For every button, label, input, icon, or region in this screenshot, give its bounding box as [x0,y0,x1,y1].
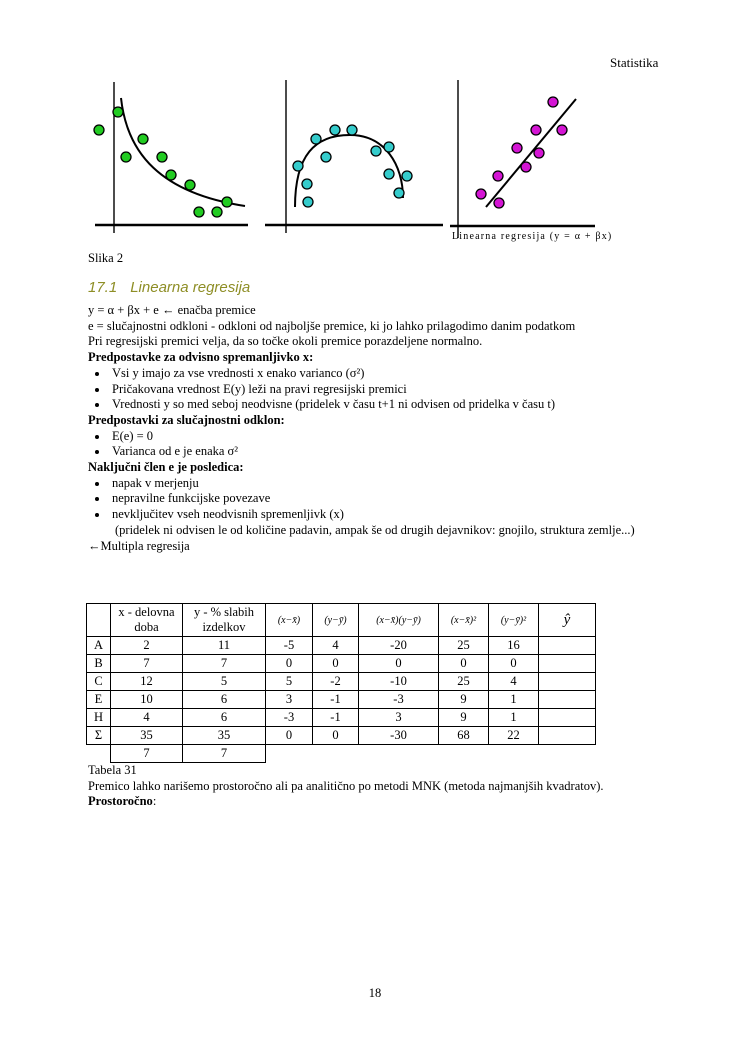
section-heading [88,279,250,296]
column-header: ŷ [539,604,596,637]
table-cell [539,709,596,727]
table-cell: 12 [111,673,183,691]
table-cell: 35 [111,727,183,745]
table-cell: 5 [266,673,313,691]
list-item: • Varianca od e je enaka σ² [109,444,670,460]
fit-curve [486,99,576,207]
list-item: • Pričakovana vrednost E(y) leži na pravi regresijski premici [109,382,670,398]
row-label: Σ [87,727,111,745]
scatter-plot-linear [445,60,640,242]
fit-curve [121,98,245,206]
prostorocno-word: Prostoročno [88,794,153,809]
bullet-list [88,476,670,523]
table-row [87,691,596,709]
data-point [293,161,303,171]
data-point [138,134,148,144]
table-row [87,655,596,673]
data-point [371,146,381,156]
table-cell: 4 [313,637,359,655]
text-line [88,794,688,810]
column-header [87,604,111,637]
data-point [302,179,312,189]
column-header: x - delovna doba [111,604,183,637]
column-header: (y−ȳ) [313,604,359,637]
bullet-list [88,429,670,460]
data-point [384,169,394,179]
table-cell: 22 [489,727,539,745]
scatter-plot-decreasing [85,68,260,243]
formula-line: y = α + βx + e ← enačba premice [88,303,256,317]
data-point [321,152,331,162]
page-number: 18 [368,986,382,1000]
table-cell: 0 [489,655,539,673]
data-point [494,198,504,208]
column-header: (y−ȳ)² [489,604,539,637]
table-cell: -3 [359,691,439,709]
bullet-list [88,366,670,413]
table-cell: 25 [439,637,489,655]
table-cell: 6 [183,709,266,727]
means-row [87,745,596,763]
column-header: y - % slabih izdelkov [183,604,266,637]
table-cell: 9 [439,709,489,727]
indented-note: (pridelek ni odvisen le od količine padavin, ampak še od drugih dejavnikov: gnojilo, struktura zemlje...) [115,522,635,537]
table-cell: 0 [313,655,359,673]
data-point [222,197,232,207]
table-cell: 0 [439,655,489,673]
table-cell: 7 [183,745,266,763]
table-cell: -5 [266,637,313,655]
table-cell: 25 [439,673,489,691]
empty-cell [266,745,596,763]
data-point [512,143,522,153]
data-point [94,125,104,135]
scatter-plot-arch [260,60,445,240]
table-cell: 3 [359,709,439,727]
column-header: (x−x̄)(y−ȳ) [359,604,439,637]
table-row [87,727,596,745]
table-cell: 4 [111,709,183,727]
data-point [394,188,404,198]
multipla-note: ←Multipla regresija [88,538,190,553]
data-point [402,171,412,181]
data-point [347,125,357,135]
column-header: (x−x̄) [266,604,313,637]
table-cell: 7 [111,745,183,763]
running-header: Statistika [610,55,659,70]
section-title: Linearna regresija [130,279,251,296]
row-label: A [87,637,111,655]
table-cell: -1 [313,691,359,709]
table-cell: 0 [359,655,439,673]
table-cell: 0 [313,727,359,745]
data-point [548,97,558,107]
table-cell: -1 [313,709,359,727]
table-cell: 7 [111,655,183,673]
table-cell [539,673,596,691]
table-cell: 0 [266,655,313,673]
text-line: Pri regresijski premici velja, da so točke okoli premice porazdeljene normalno. [88,334,483,349]
regression-data-table [86,603,596,763]
table-cell: 35 [183,727,266,745]
table-cell: 11 [183,637,266,655]
data-point [493,171,503,181]
table-cell: 9 [439,691,489,709]
text-line: Premico lahko narišemo prostoročno ali pa analitično po metodi MNK (metoda najmanjših kvadratov). [88,778,604,793]
table-cell: 68 [439,727,489,745]
table-cell: 0 [266,727,313,745]
subheading: Predpostavki za slučajnostni odklon: [88,412,285,427]
table-cell: -30 [359,727,439,745]
table-cell [539,727,596,745]
data-point [194,207,204,217]
figure-caption: Slika 2 [88,251,124,265]
table-cell: 16 [489,637,539,655]
text-line: e = slučajnostni odkloni - odkloni od najboljše premice, ki jo lahko prilagodimo danim podatkom [88,318,576,333]
data-point [166,170,176,180]
table-cell [539,655,596,673]
row-label: C [87,673,111,691]
data-point [384,142,394,152]
colon: : [152,794,157,809]
data-point [157,152,167,162]
column-header: (x−x̄)² [439,604,489,637]
table-cell: 7 [183,655,266,673]
subheading: Naključni člen e je posledica: [88,460,244,475]
table-row [87,637,596,655]
data-point [303,197,313,207]
table-caption: Tabela 31 [88,763,137,777]
linear-regression-label: Linearna regresija (y = α + βx) [452,231,613,242]
data-point [113,107,123,117]
list-item: • nepravilne funkcijske povezave [109,491,670,507]
data-point [476,189,486,199]
row-label: H [87,709,111,727]
subheading: Predpostavke za odvisno spremanljivko x: [88,350,314,365]
data-point [185,180,195,190]
row-label [87,745,111,763]
table-cell: 2 [111,637,183,655]
data-point [534,148,544,158]
list-item: • Vsi y imajo za vse vrednosti x enako varianco (σ²) [109,366,670,382]
table-row [87,709,596,727]
data-point [557,125,567,135]
table-cell [539,691,596,709]
table-cell: 4 [489,673,539,691]
row-label: B [87,655,111,673]
header-row [87,604,596,637]
table-cell: 1 [489,691,539,709]
table-cell: 6 [183,691,266,709]
table-cell: 1 [489,709,539,727]
list-item: • napak v merjenju [109,476,670,492]
table-cell: -3 [266,709,313,727]
data-point [121,152,131,162]
table-cell: -20 [359,637,439,655]
data-point [311,134,321,144]
table-cell: 10 [111,691,183,709]
table-cell [539,637,596,655]
closing-block [88,763,688,810]
data-point [531,125,541,135]
list-item: • nevključitev vseh neodvisnih spremenljivk (x) [109,507,670,523]
data-point [521,162,531,172]
table-cell: -10 [359,673,439,691]
list-item: • E(e) = 0 [109,429,670,445]
data-point [330,125,340,135]
data-point [212,207,222,217]
body-text [88,303,670,554]
table-cell: 3 [266,691,313,709]
row-label: E [87,691,111,709]
list-item: • Vrednosti y so med seboj neodvisne (pridelek v času t+1 ni odvisen od pridelka v času t) [109,397,670,413]
section-number: 17.1 [88,279,118,296]
table-cell: 5 [183,673,266,691]
table-cell: -2 [313,673,359,691]
table-row [87,673,596,691]
